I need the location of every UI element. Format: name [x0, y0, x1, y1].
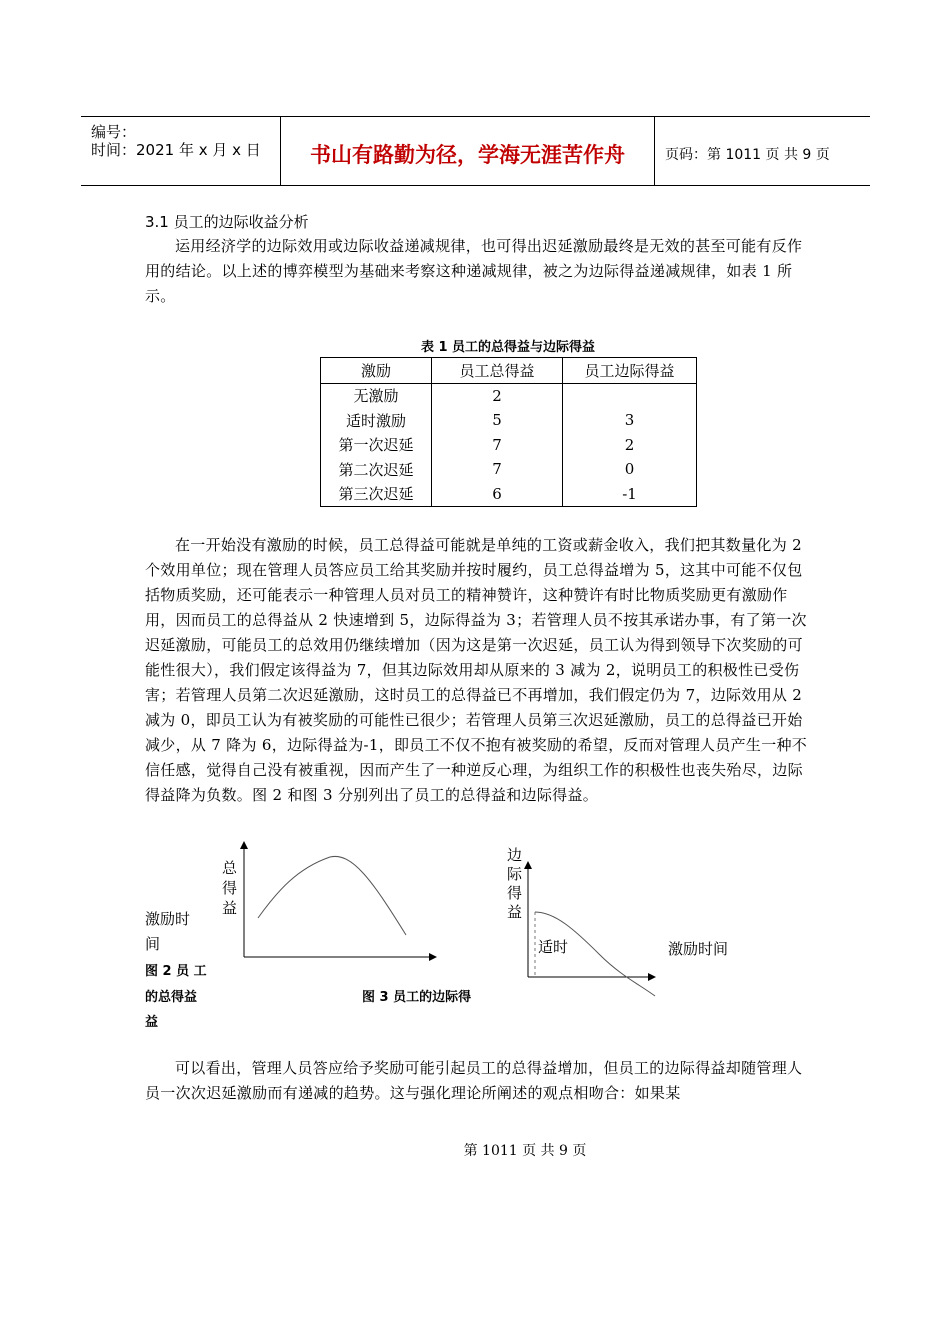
table-cell: 第一次迟延 [321, 433, 432, 458]
table-cell: 适时激励 [321, 408, 432, 433]
fig2-caption-line2: 的总得益 [145, 990, 198, 1005]
table-cell: 5 [432, 408, 563, 433]
fig2-total-gain-curve [258, 856, 406, 935]
table-cell: 3 [563, 408, 697, 433]
fig2-caption-line1: 图 2 员 工 [145, 964, 207, 979]
table-header-cell: 员工总得益 [432, 358, 563, 384]
table-cell: 第三次迟延 [321, 482, 432, 507]
section-title: 3.1 员工的边际收益分析 [145, 213, 309, 231]
table-cell: 6 [432, 482, 563, 507]
fig3-ylabel-char: 际 [507, 865, 523, 883]
table-cell: 第二次迟延 [321, 457, 432, 482]
table-cell: 2 [563, 433, 697, 458]
header-number-label: 编号： [91, 123, 137, 141]
fig2-caption-line3: 益 [145, 1015, 159, 1030]
table-caption: 表 1 员工的总得益与边际得益 [420, 340, 596, 355]
fig2-xlabel-line2: 间 [145, 935, 161, 953]
fig2-ylabel [222, 858, 240, 918]
header-page-label: 页码：第 1011 页 共 9 页 [665, 147, 830, 163]
header-time-label: 时间：2021 年 x 月 x 日 [91, 141, 261, 159]
fig2-xlabel-line1: 激励时 [145, 910, 191, 928]
paragraph-analysis: 在一开始没有激励的时候，员工总得益可能就是单纯的工资或薪金收入，我们把其数量化为 2 个效用单位；现在管理人员答应员工给其奖励并按时履约，员工总得益增为 5，这其中可能不仅包括物质奖励，还可能表示一种管理人员对员工的精神赞许，这种赞许有时比物质奖励更有激励作用，因而员工的总得益从 2 快速增到 5，边际得益为 3；若管理人员不按其承诺办事，有了第一次迟延激励，可能员工的总效用仍继续增加（因为这是第一次迟延，员工认为得到领导下次奖励的可能性很大），我们假定该得益为 7，但其边际效用却从原来的 3 减为 2，说明员工的积极性已受伤害；若管理人员第二次迟延激励，这时员工的总得益已不再增加，我们假定仍为 7，边际效用从 2 减为 0，即员工认为有被奖励的可能性已很少；若管理人员第三次迟延激励，员工的总得益已开始减少，从 7 降为 6，边际得益为-1，即员工不仅不抱有被奖励的希望，反而对管理人员产生一种不信任感，觉得自己没有被重视，因而产生了一种逆反心理，为组织工作的积极性也丧失殆尽，边际得益降为负数。图 2 和图 3 分别列出了员工的总得益和边际得益。 [145, 536, 808, 804]
fig3-timely-label: 适时 [538, 938, 569, 956]
fig3-ylabel [507, 846, 525, 922]
fig3-ylabel-char: 益 [507, 903, 523, 921]
table-header-cell: 激励 [321, 358, 432, 384]
table-cell: 无激励 [321, 383, 432, 408]
table-cell: -1 [563, 482, 697, 507]
table-header-cell: 员工边际得益 [563, 358, 697, 384]
paragraph-intro: 运用经济学的边际效用或边际收益递减规律，也可得出迟延激励最终是无效的甚至可能有反作用的结论。以上述的博弈模型为基础来考察这种递减规律，被之为边际得益递减规律，如表 1 所示。 [145, 237, 803, 305]
table-cell: 7 [432, 457, 563, 482]
paragraph-conclusion: 可以看出，管理人员答应给予奖励可能引起员工的总得益增加，但员工的边际得益却随管理人员一次次迟延激励而有递减的趋势。这与强化理论所阐述的观点相吻合：如果某 [145, 1059, 803, 1102]
fig3-caption: 图 3 员工的边际得 [362, 990, 472, 1005]
page-footer: 第 1011 页 共 9 页 [463, 1143, 587, 1159]
table-cell: 0 [563, 457, 697, 482]
table-cell: 2 [432, 383, 563, 408]
fig3-ylabel-char: 边 [507, 846, 523, 864]
fig2-ylabel-char: 益 [222, 899, 238, 917]
table-cell: 7 [432, 433, 563, 458]
fig2-ylabel-char: 得 [222, 879, 238, 897]
fig3-xlabel: 激励时间 [668, 940, 729, 958]
fig2-ylabel-char: 总 [222, 859, 238, 877]
fig3-ylabel-char: 得 [507, 884, 523, 902]
header-motto: 书山有路勤为径，学海无涯苦作舟 [310, 143, 625, 167]
